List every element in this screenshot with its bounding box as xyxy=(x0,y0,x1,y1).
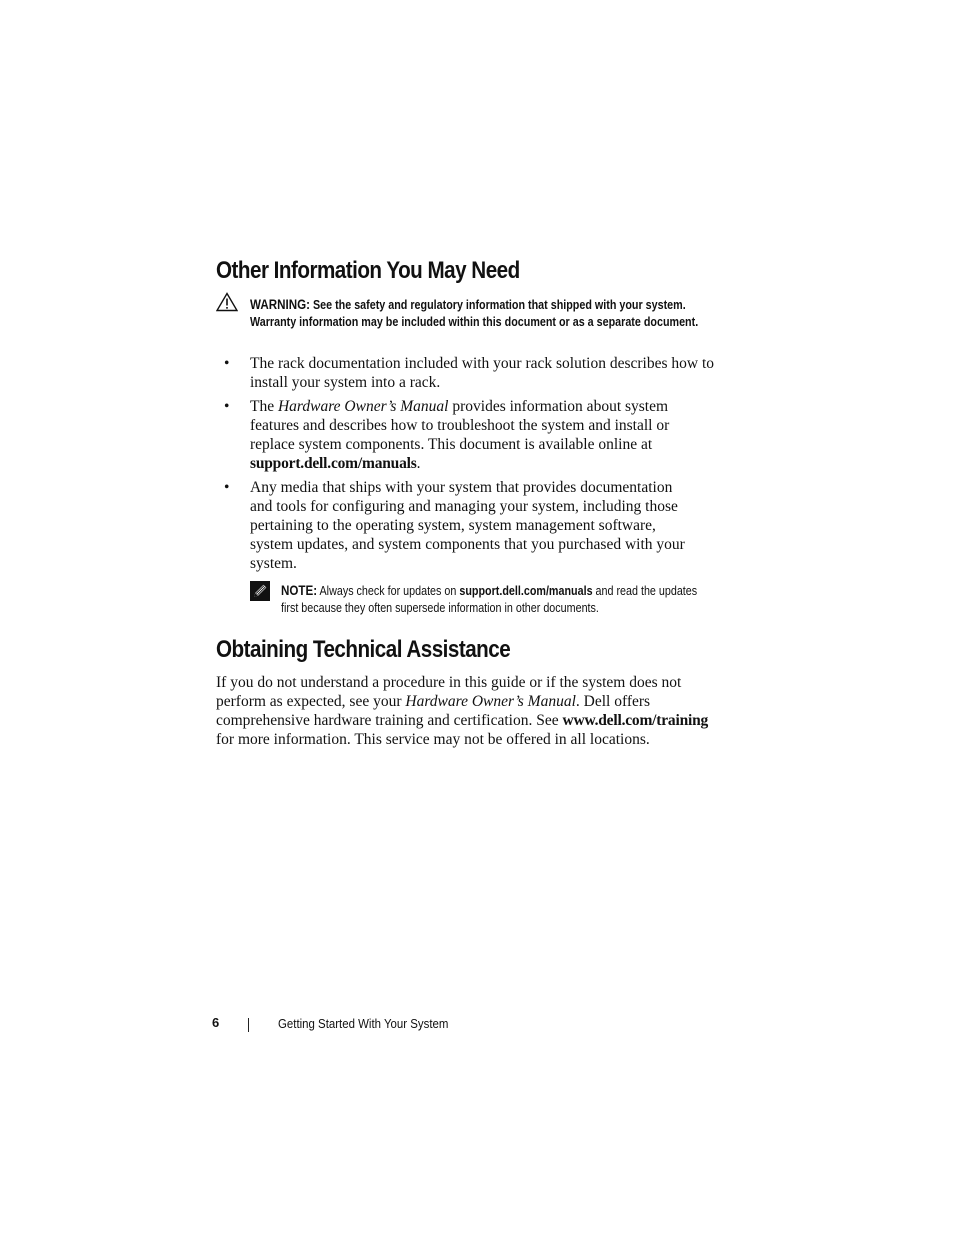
support-manuals-link[interactable]: support.dell.com/manuals xyxy=(250,455,417,472)
manual-title: Hardware Owner’s Manual xyxy=(277,398,449,415)
footer-separator xyxy=(248,1018,249,1032)
list-item-text: Any media that ships with your system that provides documentation and tools for configuring and managing your system, including those pertaining to the operating system, system management software, system updates, and system components that you purchased with your system. xyxy=(250,479,685,572)
note-text-part: and read the updates first because they often supersede information in other documents. xyxy=(281,584,698,615)
section-title-other-information: Other Information You May Need xyxy=(216,257,520,284)
list-item-text-part: . xyxy=(416,455,421,472)
bullet-dot: • xyxy=(224,479,230,496)
list-item-text-part: The xyxy=(250,398,278,415)
footer-doc-title: Getting Started With Your System xyxy=(278,1016,449,1031)
note-pencil-icon xyxy=(250,581,270,601)
paragraph-text-part: If you do not understand a procedure in this guide or if the system does not perform as expected, see your xyxy=(216,674,682,710)
list-item-text: The rack documentation included with your rack solution describes how to install your system into a rack. xyxy=(250,355,715,391)
list-item-text-part: provides information about system features and describes how to troubleshoot the system and install or replace system components. This document is available online at xyxy=(250,398,670,453)
dell-training-link[interactable]: www.dell.com/training xyxy=(562,712,709,729)
paragraph-text-part: for more information. This service may not be offered in all locations. xyxy=(216,731,650,748)
warning-label: WARNING: xyxy=(250,297,310,312)
page-number: 6 xyxy=(212,1015,220,1030)
note-support-manuals-link[interactable]: support.dell.com/manuals xyxy=(459,584,593,598)
note-text xyxy=(281,582,711,617)
manual-title: Hardware Owner’s Manual xyxy=(405,693,576,710)
bullet-dot: • xyxy=(224,355,230,372)
assistance-paragraph xyxy=(216,673,716,749)
bullet-dot: • xyxy=(224,398,230,415)
note-text-part: Always check for updates on xyxy=(317,584,460,598)
warning-body: See the safety and regulatory information that shipped with your system. Warranty information may be included within this document or as a separate document. xyxy=(250,298,699,329)
note-label: NOTE: xyxy=(281,583,318,598)
warning-text xyxy=(250,296,732,331)
paragraph-text-part: . Dell offers comprehensive hardware training and certification. See xyxy=(216,693,651,729)
section-title-technical-assistance: Obtaining Technical Assistance xyxy=(216,636,511,663)
list-item-text xyxy=(250,397,685,473)
warning-triangle-icon xyxy=(216,292,238,312)
